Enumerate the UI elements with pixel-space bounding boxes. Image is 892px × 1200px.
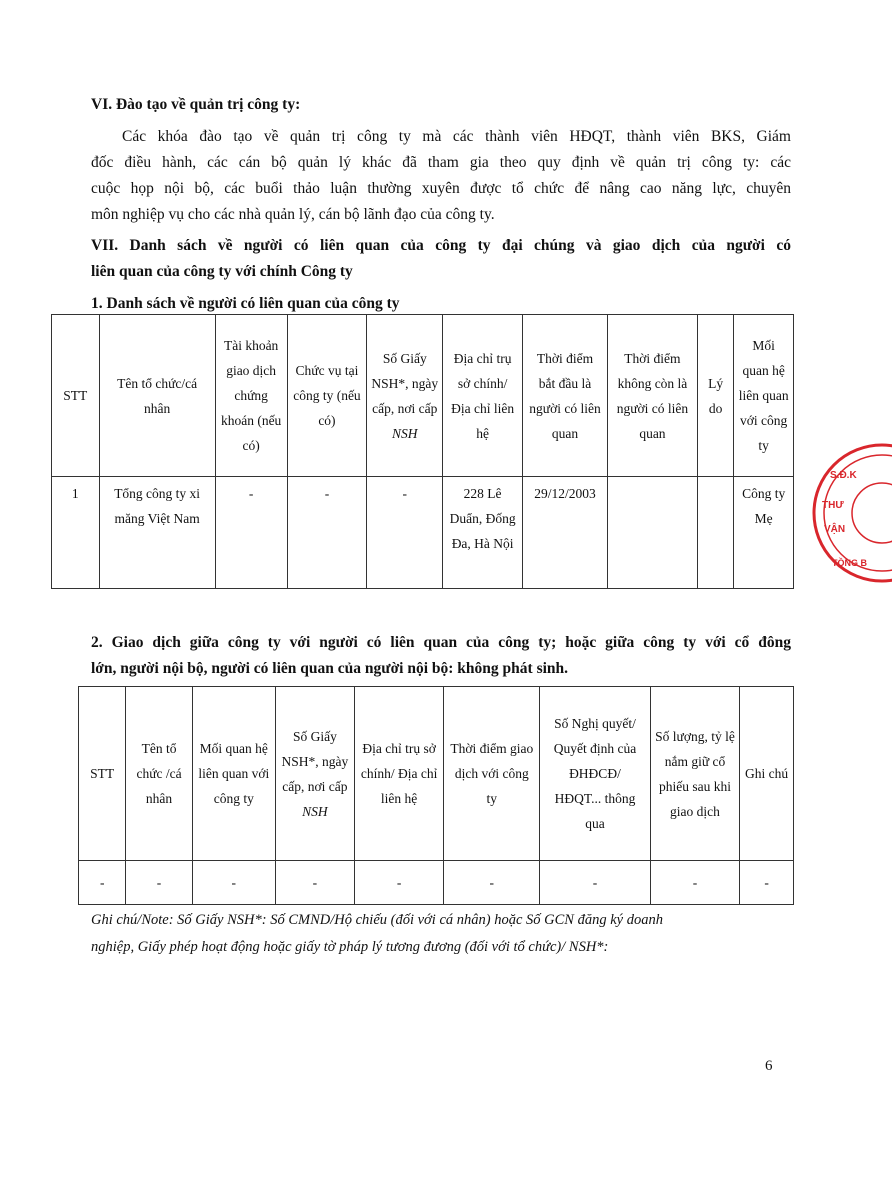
svg-text:THƯ: THƯ (822, 500, 844, 511)
cell-reason (697, 477, 733, 589)
header-start-time: Thời điểm bắt đầu là người có liên quan (523, 315, 608, 477)
header-transaction-time: Thời điểm giao dịch với công ty (444, 687, 540, 861)
cell-nsh: - (367, 477, 443, 589)
heading-line: lớn, người nội bộ, người có liên quan của người nội bộ: không phát sinh. (91, 660, 569, 677)
header-name: Tên tổ chức /cá nhân (126, 687, 192, 861)
subsection-2-heading (91, 630, 791, 682)
header-holding: Số lượng, tỷ lệ nắm giữ cổ phiếu sau khi giao dịch (650, 687, 740, 861)
subsection-1-heading: 1. Danh sách về người có liên quan của công ty (91, 295, 400, 312)
header-address: Địa chỉ trụ sở chính/ Địa chỉ liên hệ (354, 687, 444, 861)
paragraph-line: cuộc họp nội bộ, các buổi thảo luận thường xuyên được tổ chức để nâng cao năng lực, chuyên (91, 180, 791, 197)
company-seal (812, 438, 892, 588)
header-nsh-italic: NSH (302, 803, 328, 819)
svg-text:VẬN: VẬN (824, 524, 846, 535)
footnote-line: nghiệp, Giấy phép hoạt động hoặc giấy tờ pháp lý tương đương (đối với tổ chức)/ NSH*: (91, 939, 609, 955)
heading-line: VII. Danh sách về người có liên quan của công ty đại chúng và giao dịch của người có (91, 237, 791, 254)
cell-trading-account: - (215, 477, 287, 589)
header-stt: STT (52, 315, 100, 477)
header-trading-account: Tài khoản giao dịch chứng khoán (nếu có) (215, 315, 287, 477)
related-persons-table (51, 314, 794, 589)
heading-line: 2. Giao dịch giữa công ty với người có liên quan của công ty; hoặc giữa công ty với cổ đông (91, 634, 791, 651)
cell-relationship: Công ty Mẹ (734, 477, 794, 589)
cell-start-time: 29/12/2003 (523, 477, 608, 589)
header-relationship: Mối quan hệ liên quan với công ty (192, 687, 275, 861)
table-header-row (52, 315, 794, 477)
header-address: Địa chỉ trụ sở chính/ Địa chỉ liên hệ (443, 315, 523, 477)
header-reason: Lý do (697, 315, 733, 477)
footnote-line: Ghi chú/Note: Số Giấy NSH*: Số CMND/Hộ chiếu (đối với cá nhân) hoặc Số GCN đăng ký doanh (91, 912, 663, 928)
paragraph-line: Các khóa đào tạo về quản trị công ty mà các thành viên HĐQT, thành viên BKS, Giám (122, 128, 791, 145)
section-vii-heading (91, 233, 791, 285)
heading-line: liên quan của công ty với chính Công ty (91, 263, 353, 280)
cell-transaction-time: - (444, 861, 540, 905)
page-number: 6 (765, 1058, 773, 1074)
cell-resolution-number: - (540, 861, 651, 905)
section-vi-paragraph (91, 124, 791, 228)
header-end-time: Thời điểm không còn là người có liên quan (607, 315, 697, 477)
header-nsh (275, 687, 354, 861)
cell-name: Tổng công ty xi măng Việt Nam (99, 477, 215, 589)
header-note: Ghi chú (740, 687, 794, 861)
cell-note: - (740, 861, 794, 905)
cell-relationship: - (192, 861, 275, 905)
header-stt: STT (79, 687, 126, 861)
transactions-table (78, 686, 794, 905)
cell-address: - (354, 861, 444, 905)
cell-address: 228 Lê Duẩn, Đống Đa, Hà Nội (443, 477, 523, 589)
section-vi-heading: VI. Đào tạo về quản trị công ty: (91, 96, 301, 113)
header-position: Chức vụ tại công ty (nếu có) (287, 315, 367, 477)
cell-holding: - (650, 861, 740, 905)
cell-nsh: - (275, 861, 354, 905)
cell-stt: - (79, 861, 126, 905)
cell-position: - (287, 477, 367, 589)
paragraph-line: môn nghiệp vụ cho các nhà quản lý, cán bộ lãnh đạo của công ty. (91, 206, 495, 223)
svg-text:S.Đ.K: S.Đ.K (830, 470, 857, 481)
paragraph-line: đốc điều hành, các cán bộ quản lý khác đã tham gia theo quy định về quản trị công ty: các (91, 154, 791, 171)
header-nsh-italic: NSH (392, 425, 418, 441)
header-nsh-label: Số Giấy NSH*, ngày cấp, nơi cấp (281, 728, 349, 794)
svg-text:TỒNG B: TỒNG B (832, 558, 867, 568)
footnote (91, 907, 791, 961)
header-resolution-number: Số Nghị quyết/ Quyết định của ĐHĐCĐ/ HĐQT... thông qua (540, 687, 651, 861)
header-relationship: Mối quan hệ liên quan với công ty (734, 315, 794, 477)
cell-name: - (126, 861, 192, 905)
header-nsh (367, 315, 443, 477)
cell-end-time (607, 477, 697, 589)
header-nsh-label: Số Giấy NSH*, ngày cấp, nơi cấp (371, 350, 439, 416)
table-header-row (79, 687, 794, 861)
header-name: Tên tổ chức/cá nhân (99, 315, 215, 477)
seal-graphic (812, 438, 892, 588)
table-row (79, 861, 794, 905)
table-row (52, 477, 794, 589)
cell-stt: 1 (52, 477, 100, 589)
